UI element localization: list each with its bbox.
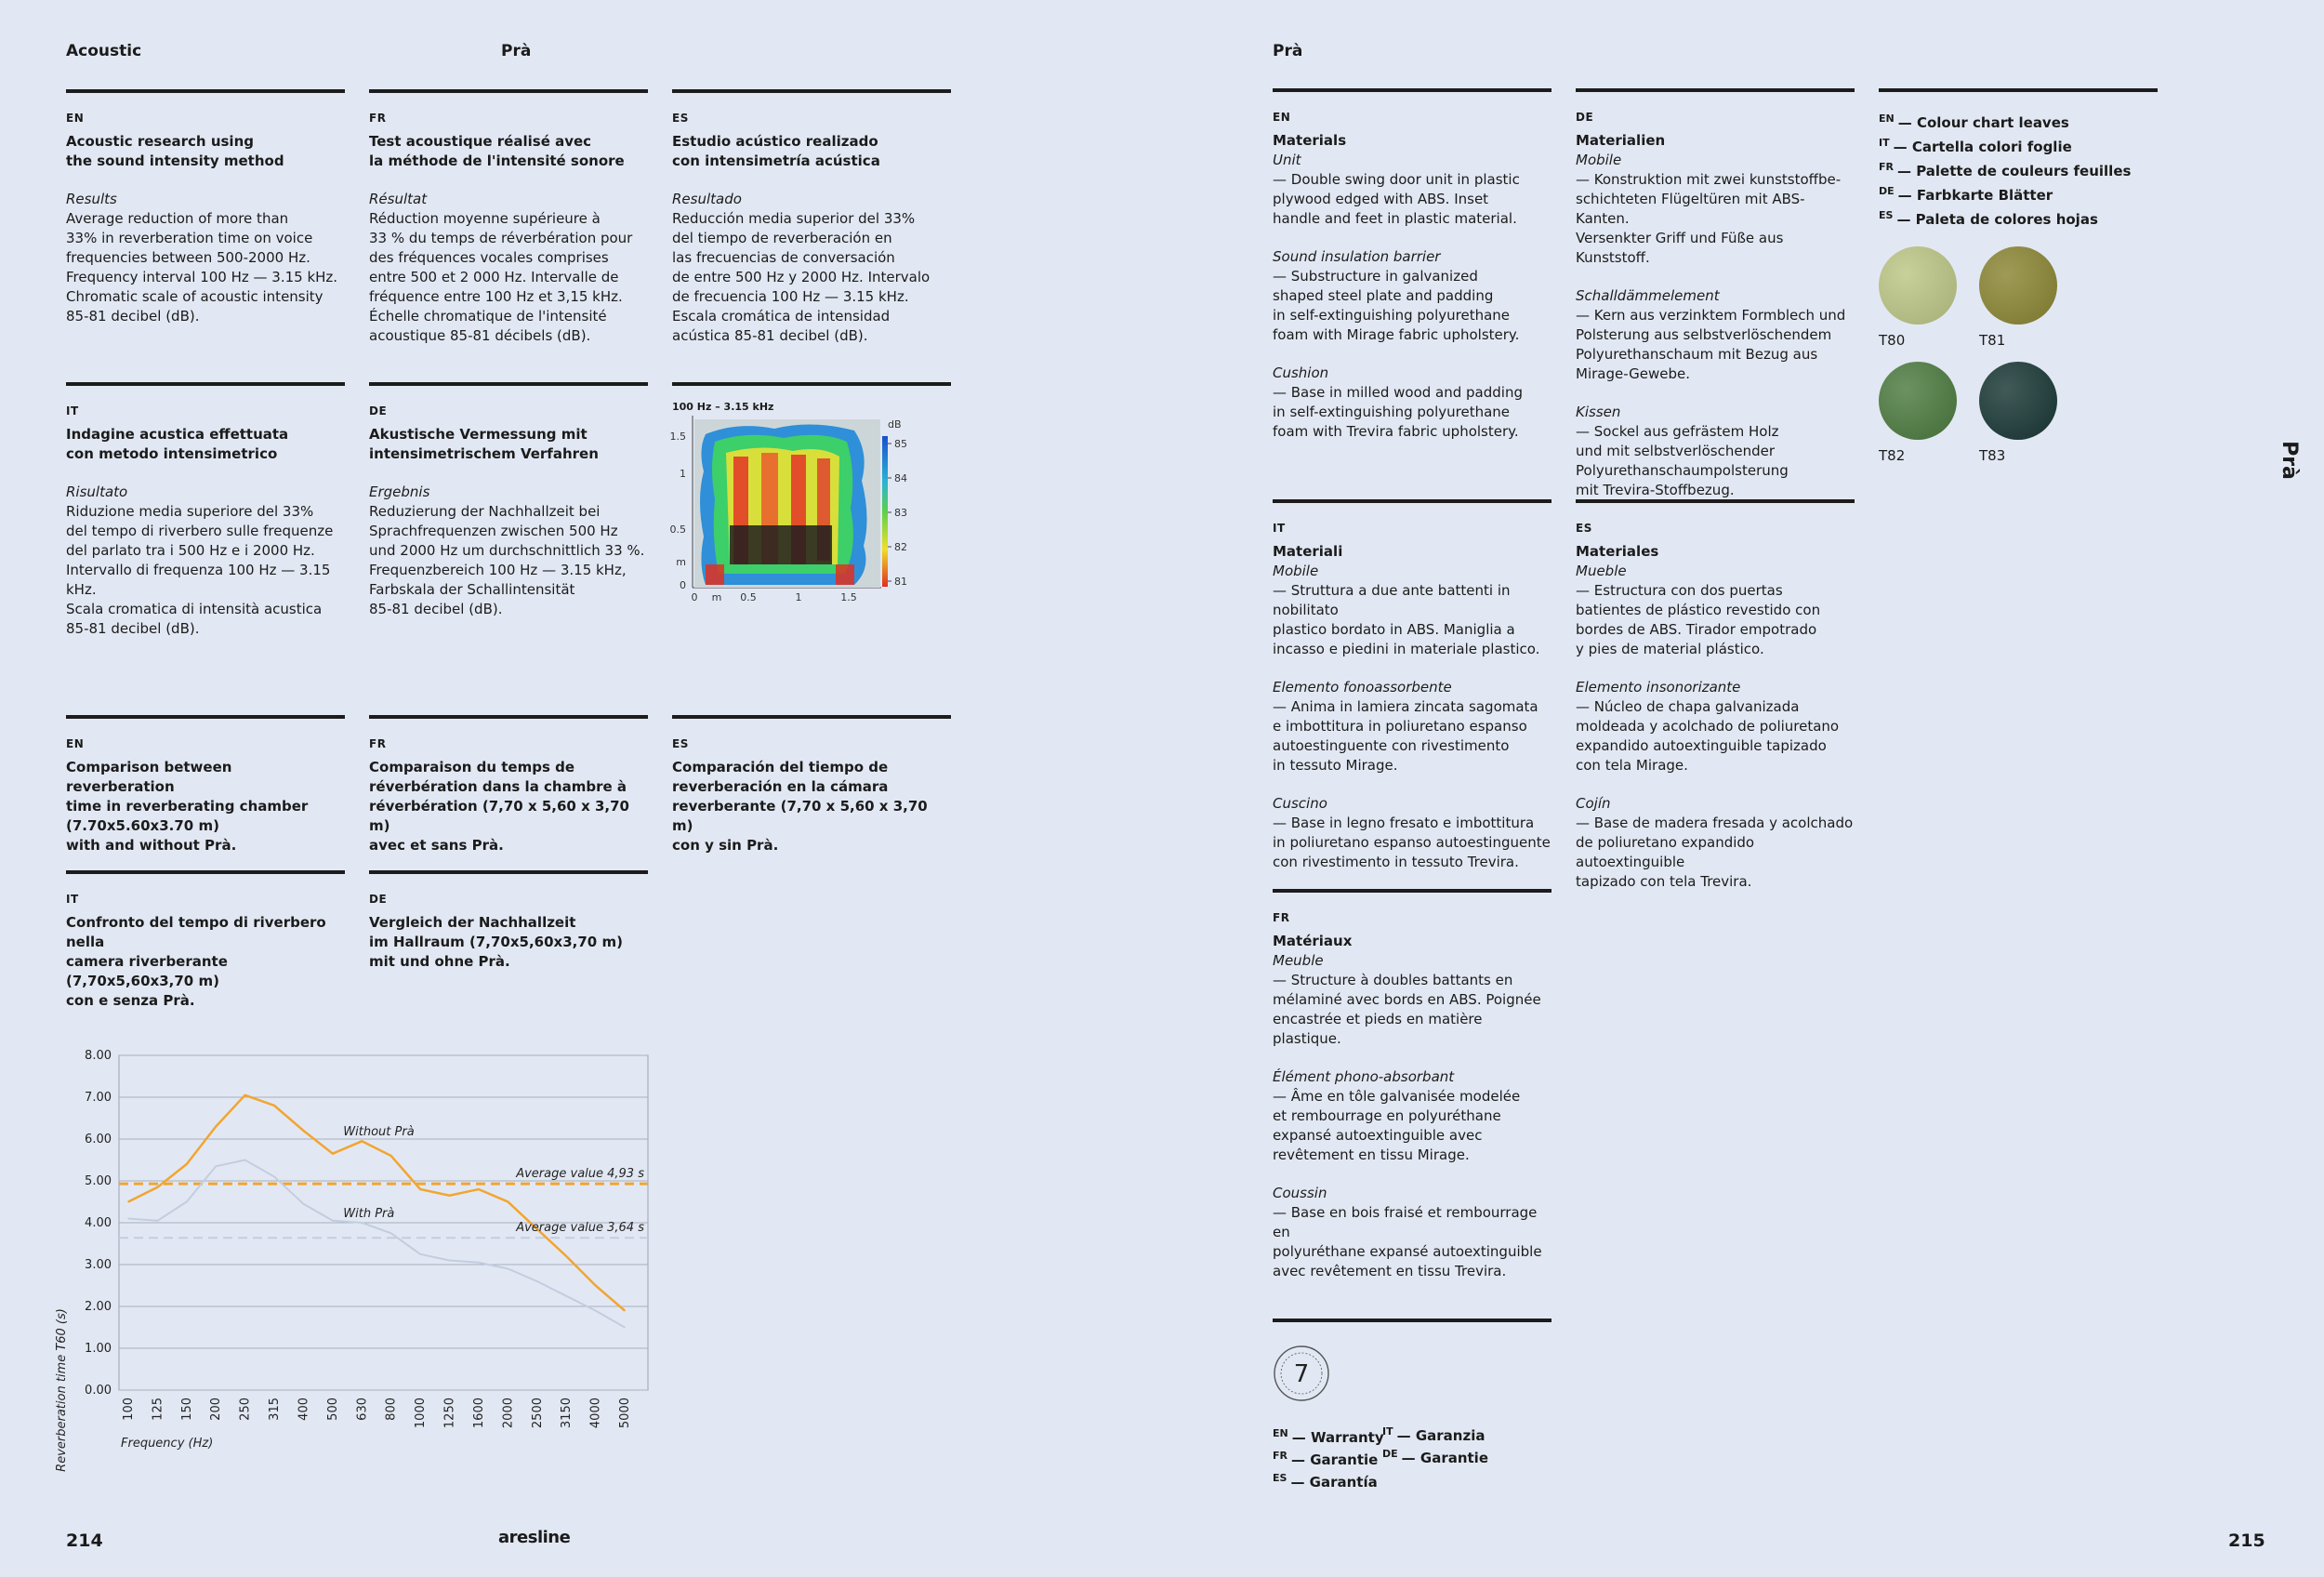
materials-text: — Estructura con dos puertas batientes de plástico revestido con bordes de ABS. Tirador empotrado y pies de material plástico. [1576, 582, 1821, 657]
materials-text: — Âme en tôle galvanisée modelée et rembourrage en polyuréthane expansé autoextinguible avec revêtement en tissu Mirage. [1273, 1088, 1521, 1163]
lang-code: IT [1382, 1425, 1393, 1438]
warranty-label-it: $^{IT}$ — Garanzia [1382, 1425, 1486, 1444]
swatch-label: T82 [1879, 447, 1906, 464]
materials-text: — Structure à doubles battants en mélaminé avec bords en ABS. Poignée encastrée et pieds en matière plastique. [1273, 972, 1541, 1047]
data-point [273, 1176, 275, 1178]
chart-ylabel: Reverberation time T60 (s) [55, 1308, 69, 1472]
comparison-fr [369, 715, 648, 855]
x-tick-label: 2500 [530, 1398, 545, 1429]
heatmap-title: 100 Hz – 3.15 kHz [672, 401, 774, 413]
materials-en [1273, 88, 1552, 442]
research-en [66, 89, 345, 326]
x-tick-label: 2000 [501, 1398, 516, 1429]
data-point [303, 1203, 305, 1205]
product-title-left: Prà [501, 42, 532, 60]
series-label: Without Prà [343, 1124, 415, 1139]
materials-text: — Struttura a due ante battenti in nobilitato plastico bordato in ABS. Maniglia a incasso e piedini in materiale plastico. [1273, 582, 1540, 657]
x-tick-label: 3150 [560, 1398, 574, 1429]
research-title: Estudio acústico realizado con intensimetría acústica [672, 133, 880, 169]
y-tick-label: 8.00 [85, 1049, 112, 1063]
swatch-label: T81 [1979, 332, 2006, 349]
data-point [361, 1222, 363, 1224]
data-point [273, 1105, 275, 1107]
data-point [449, 1195, 451, 1197]
materials-text: — Núcleo de chapa galvanizada moldeada y acolchado de poliuretano expandido autoextinguible tapizado con tela Mirage. [1576, 698, 1840, 774]
y-tick-label: 0.5 [669, 523, 686, 536]
x-tick-label: 1250 [442, 1398, 457, 1429]
lang-code: FR [369, 112, 387, 125]
heatmap-image [669, 416, 951, 629]
y-tick-label: 6.00 [85, 1133, 112, 1146]
materials-text: — Anima in lamiera zincata sagomata e imbottitura in poliuretano espanso autoestinguente con rivestimento in tessuto Mirage. [1273, 698, 1538, 774]
data-point [624, 1327, 626, 1329]
research-subtitle: Ergebnis [369, 484, 430, 500]
research-subtitle: Résultat [369, 191, 428, 207]
product-title-right: Prà [1273, 42, 1303, 60]
data-point [536, 1280, 538, 1282]
colour-chart [1879, 88, 2158, 669]
x-tick-label: 315 [268, 1398, 283, 1421]
heatmap-figure [669, 382, 951, 628]
data-point [624, 1310, 626, 1312]
data-point [565, 1295, 567, 1297]
materials-subtitle: Elemento fonoassorbente [1273, 679, 1452, 696]
comparison-title: Comparaison du temps de réverbération dans la chambre à réverbération (7,70 x 5,60 x 3,70 m) avec et sans Prà. [369, 759, 629, 854]
x-tick-label: 800 [384, 1398, 399, 1421]
swatch-t82[interactable] [1879, 362, 1957, 440]
comparison-de [369, 870, 648, 972]
x-tick-label: 100 [122, 1398, 136, 1421]
data-point [565, 1255, 567, 1257]
x-tick-label: 200 [209, 1398, 224, 1421]
research-text: Riduzione media superiore del 33% del tempo di riverbero sulle frequenze del parlato tra i 500 Hz e i 2000 Hz. Intervallo di frequenza 100 Hz — 3.15 kHz. Scala cromatica di intensità acustica 85-81 decibel (dB). [66, 503, 334, 637]
data-point [478, 1188, 480, 1190]
scale-tick-label: 83 [894, 507, 907, 519]
data-point [478, 1262, 480, 1264]
lang-code: EN [1879, 113, 1895, 125]
y-tick-label: 7.00 [85, 1091, 112, 1105]
materials-title: Materiali [1273, 543, 1343, 560]
lang-code: FR [1879, 161, 1894, 173]
x-tick-label: 630 [355, 1398, 370, 1421]
x-tick-label: 500 [325, 1398, 340, 1421]
materials-title: Matériaux [1273, 933, 1353, 949]
data-point [186, 1201, 188, 1203]
y-tick-label: 1 [680, 468, 686, 480]
x-tick-label: 0.5 [740, 591, 757, 603]
materials-subtitle: Schalldämmelement [1576, 287, 1720, 304]
lang-code: IT [1879, 137, 1890, 149]
y-tick-label: 1.5 [669, 431, 686, 443]
data-point [508, 1268, 509, 1270]
data-point [595, 1310, 597, 1312]
materials-subtitle: Cuscino [1273, 795, 1327, 812]
scale-tick-label: 81 [894, 576, 907, 588]
y-tick-label: 0.00 [85, 1384, 112, 1398]
materials-text: — Double swing door unit in plastic plywood edged with ABS. Inset handle and feet in plastic material. [1273, 171, 1520, 227]
data-point [244, 1160, 246, 1161]
x-tick-label: 4000 [588, 1398, 603, 1429]
warranty-block [1273, 1319, 1552, 1508]
materials-it [1273, 499, 1552, 872]
materials-text: — Kern aus verzinktem Formblech und Polsterung aus selbstverlöschendem Polyurethanschaum mit Bezug aus Mirage-Gewebe. [1576, 307, 1846, 382]
y-tick-label: 3.00 [85, 1258, 112, 1272]
colour-chart-label-en: $^{EN}$ — Colour chart leaves [1879, 113, 2069, 131]
lang-code: EN [1273, 1427, 1288, 1439]
warranty-label-es: $^{ES}$ — Garantía [1273, 1472, 1378, 1491]
materials-subtitle: Kissen [1576, 404, 1621, 420]
materials-es [1576, 499, 1855, 892]
lang-code: DE [369, 893, 388, 906]
research-text: Réduction moyenne supérieure à 33 % du temps de réverbération pour des fréquences vocales comprises entre 500 et 2 000 Hz. Intervalle de fréquence entre 100 Hz et 3,15 kHz. Échelle chromatique de l'intensité acoustique 85-81 décibels (dB). [369, 210, 633, 344]
y-tick-label: 0 [680, 579, 686, 591]
materials-text: — Substructure in galvanized shaped steel plate and padding in self-extinguishing polyurethane foam with Mirage fabric upholstery. [1273, 268, 1520, 343]
materials-text: — Sockel aus gefrästem Holz und mit selbstverlöschender Polyurethanschaumpolsterung mit Trevira-Stoffbezug. [1576, 423, 1789, 498]
data-point [127, 1218, 129, 1220]
warranty-label-de: $^{DE}$ — Garantie [1382, 1448, 1488, 1466]
comparison-es [672, 715, 951, 855]
data-point [186, 1163, 188, 1165]
x-tick-label: 1.5 [840, 591, 857, 603]
materials-subtitle: Mobile [1576, 152, 1622, 168]
comparison-title: Confronto del tempo di riverbero nella camera riverberante (7,70x5,60x3,70 m) con e senza Prà. [66, 914, 326, 1009]
heatmap-scale-unit: dB [888, 418, 902, 431]
swatch-label: T83 [1979, 447, 2006, 464]
research-title: Acoustic research using the sound intensity method [66, 133, 284, 169]
x-tick-label: 400 [297, 1398, 311, 1421]
x-tick-label: 1600 [471, 1398, 486, 1429]
lang-code: ES [1273, 1472, 1287, 1484]
colour-chart-label-fr: $^{FR}$ — Palette de couleurs feuilles [1879, 161, 2132, 179]
research-subtitle: Risultato [66, 484, 128, 500]
data-point [508, 1201, 509, 1203]
page-number-left: 214 [66, 1531, 103, 1551]
materials-title: Materials [1273, 132, 1347, 149]
data-point [244, 1094, 246, 1096]
research-title: Indagine acustica effettuata con metodo intensimetrico [66, 426, 289, 462]
x-tick-label: 150 [179, 1398, 194, 1421]
materials-subtitle: Elemento insonorizante [1576, 679, 1741, 696]
x-tick-label: m [711, 591, 722, 603]
data-point [127, 1201, 129, 1203]
x-tick-label: 0 [691, 591, 698, 603]
swatch-t81[interactable] [1979, 246, 2057, 325]
brand-logo: aresline [498, 1528, 571, 1547]
chart-xlabel: Frequency (Hz) [121, 1437, 214, 1451]
research-title: Test acoustique réalisé avec la méthode de l'intensité sonore [369, 133, 625, 169]
materials-subtitle: Cushion [1273, 364, 1329, 381]
x-tick-label: 125 [151, 1398, 165, 1421]
scale-tick-label: 84 [894, 472, 907, 484]
data-point [361, 1140, 363, 1142]
series-label: With Prà [343, 1206, 395, 1221]
data-point [332, 1153, 334, 1155]
research-subtitle: Resultado [672, 191, 742, 207]
colour-chart-label-es: $^{ES}$ — Paleta de colores hojas [1879, 209, 2098, 228]
swatch-t80[interactable] [1879, 246, 1957, 325]
comparison-it [66, 870, 345, 1011]
warranty-seal-icon [1273, 1345, 1330, 1402]
data-point [215, 1165, 217, 1167]
scale-tick-label: 85 [894, 438, 907, 450]
data-point [419, 1253, 421, 1255]
materials-subtitle: Sound insulation barrier [1273, 248, 1441, 265]
lang-code: IT [66, 893, 79, 906]
y-tick-label: 2.00 [85, 1300, 112, 1314]
comparison-en [66, 715, 345, 855]
lang-code: DE [1879, 185, 1895, 197]
x-tick-label: 5000 [618, 1398, 632, 1429]
research-es [672, 89, 951, 346]
lang-code: FR [1273, 911, 1290, 924]
section-title: Acoustic [66, 42, 142, 60]
data-point [157, 1220, 159, 1222]
data-point [332, 1220, 334, 1222]
research-subtitle: Results [66, 191, 117, 207]
materials-title: Materialien [1576, 132, 1666, 149]
lang-code: ES [672, 737, 689, 750]
average-label: Average value 3,64 s [516, 1221, 644, 1236]
materials-subtitle: Unit [1273, 152, 1301, 168]
warranty-label-fr: $^{FR}$ — Garantie [1273, 1450, 1379, 1468]
research-text: Reduzierung der Nachhallzeit bei Sprachfrequenzen zwischen 500 Hz und 2000 Hz um durchschnittlich 33 %. Frequenzbereich 100 Hz — 3.15 kHz, Farbskala der Schallintensität 85-81 decibel (dB). [369, 503, 645, 617]
materials-title: Materiales [1576, 543, 1659, 560]
comparison-title: Comparación del tiempo de reverberación en la cámara reverberante (7,70 x 5,60 x 3,70 m) con y sin Prà. [672, 759, 928, 854]
swatch-label: T80 [1879, 332, 1906, 349]
lang-code: ES [672, 112, 689, 125]
lang-code: IT [1273, 522, 1286, 535]
materials-subtitle: Coussin [1273, 1185, 1327, 1201]
data-point [595, 1285, 597, 1287]
materials-subtitle: Mueble [1576, 563, 1627, 579]
lang-code: ES [1879, 209, 1894, 221]
data-point [390, 1232, 392, 1234]
materials-fr [1273, 889, 1552, 1281]
lang-code: ES [1576, 522, 1592, 535]
scale-tick-label: 82 [894, 541, 907, 553]
page-number-right: 215 [2228, 1531, 2265, 1551]
y-tick-label: 5.00 [85, 1174, 112, 1188]
materials-de [1576, 88, 1855, 500]
data-point [157, 1186, 159, 1188]
y-tick-label: 1.00 [85, 1342, 112, 1356]
colour-chart-label-de: $^{DE}$ — Farbkarte Blätter [1879, 185, 2053, 204]
reverberation-chart [46, 1032, 660, 1472]
average-label: Average value 4,93 s [516, 1167, 644, 1182]
research-text: Reducción media superior del 33% del tiempo de reverberación en las frecuencias de conversación de entre 500 Hz y 2000 Hz. Intervalo de frecuencia 100 Hz — 3.15 kHz. Escala cromática de intensidad acústica 85-81 decibel (dB). [672, 210, 931, 344]
data-point [215, 1126, 217, 1128]
side-product-label: Prà [2278, 441, 2301, 480]
research-title: Akustische Vermessung mit intensimetrischem Verfahren [369, 426, 599, 462]
colour-chart-label-it: $^{IT}$ — Cartella colori foglie [1879, 137, 2072, 155]
research-de [369, 382, 648, 619]
materials-text: — Base in legno fresato e imbottitura in poliuretano espanso autoestinguente con rivestimento in tessuto Trevira. [1273, 815, 1551, 870]
materials-text: — Base in milled wood and padding in self-extinguishing polyurethane foam with Trevira fabric upholstery. [1273, 384, 1523, 440]
comparison-title: Comparison between reverberation time in reverberating chamber (7.70x5.60x3.70 m) with and without Prà. [66, 759, 309, 854]
materials-subtitle: Meuble [1273, 952, 1324, 969]
lang-code: DE [1382, 1448, 1398, 1460]
materials-text: — Konstruktion mit zwei kunststoffbe- schichteten Flügeltüren mit ABS-Kanten. Versenkter Griff und Füße aus Kunststoff. [1576, 171, 1842, 266]
materials-subtitle: Mobile [1273, 563, 1319, 579]
swatch-t83[interactable] [1979, 362, 2057, 440]
materials-subtitle: Cojín [1576, 795, 1611, 812]
data-point [390, 1155, 392, 1157]
materials-subtitle: Élément phono-absorbant [1273, 1068, 1455, 1085]
data-point [449, 1260, 451, 1262]
y-tick-label: 4.00 [85, 1216, 112, 1230]
data-point [303, 1130, 305, 1132]
x-tick-label: 1 [795, 591, 802, 603]
materials-text: — Base en bois fraisé et rembourrage en polyuréthane expansé autoextinguible avec revêtement en tissu Trevira. [1273, 1204, 1542, 1279]
lang-code: EN [66, 112, 85, 125]
lang-code: EN [66, 737, 85, 750]
comparison-title: Vergleich der Nachhallzeit im Hallraum (7,70x5,60x3,70 m) mit und ohne Prà. [369, 914, 623, 970]
lang-code: DE [1576, 111, 1594, 124]
x-tick-label: 1000 [414, 1398, 429, 1429]
lang-code: DE [369, 404, 388, 417]
svg-text:7: 7 [1293, 1360, 1310, 1388]
lang-code: EN [1273, 111, 1291, 124]
lang-code: FR [369, 737, 387, 750]
lang-code: FR [1273, 1450, 1287, 1462]
warranty-label-en: $^{EN}$ — Warranty [1273, 1427, 1384, 1446]
y-tick-label: m [676, 556, 686, 568]
data-point [419, 1188, 421, 1190]
research-text: Average reduction of more than 33% in reverberation time on voice frequencies between 500-2000 Hz. Frequency interval 100 Hz — 3.15 kHz. Chromatic scale of acoustic intensity 85-81 decibel (dB). [66, 210, 338, 325]
x-tick-label: 250 [238, 1398, 253, 1421]
research-it [66, 382, 345, 639]
materials-text: — Base de madera fresada y acolchado de poliuretano expandido autoextinguible tapizado con tela Trevira. [1576, 815, 1854, 890]
lang-code: IT [66, 404, 79, 417]
research-fr [369, 89, 648, 346]
